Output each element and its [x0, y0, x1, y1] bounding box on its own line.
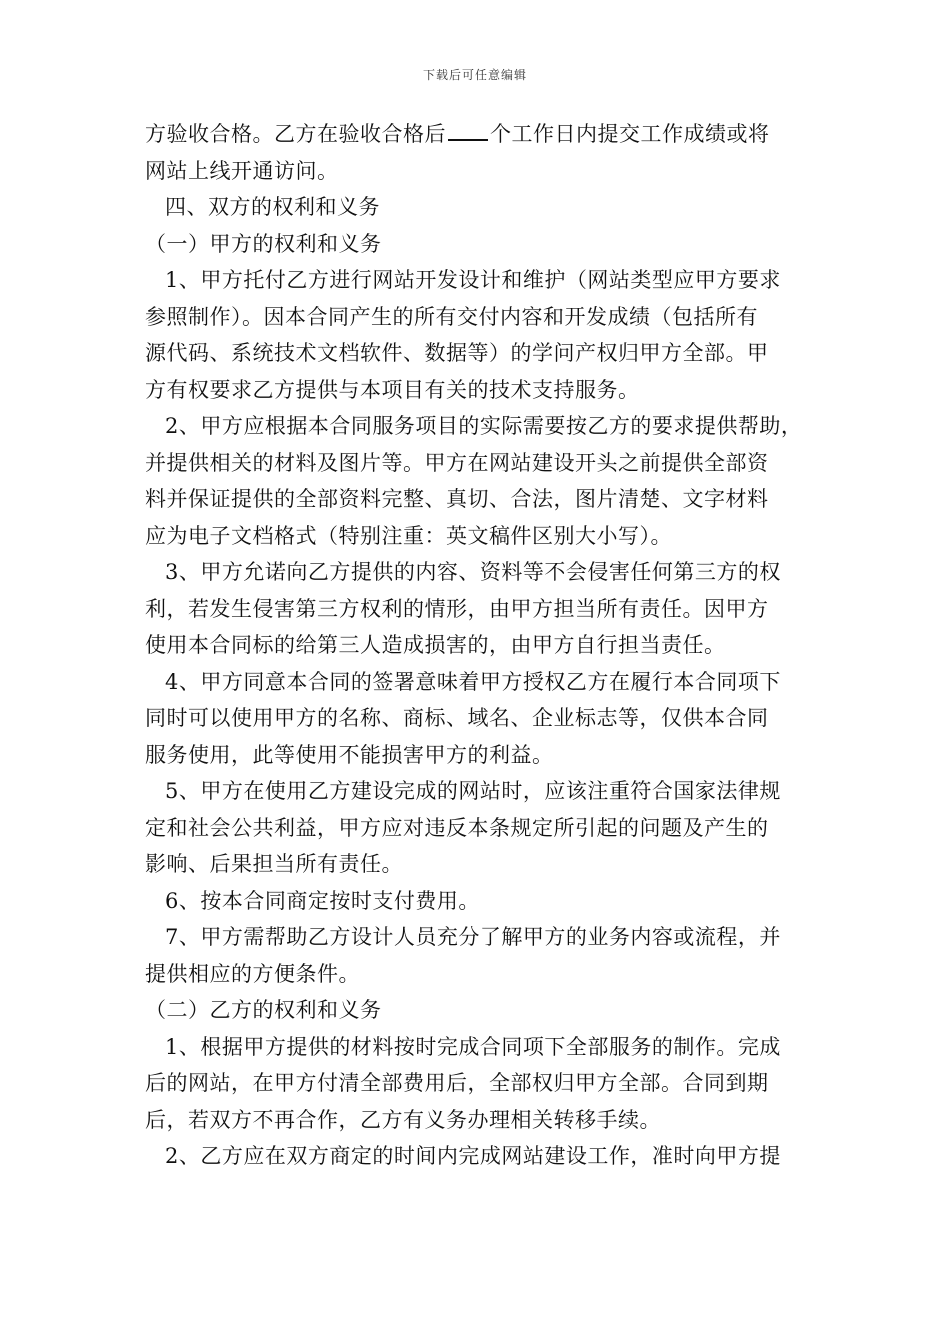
paragraph-line: 料并保证提供的全部资料完整、真切、合法，图片清楚、文字材料 [145, 487, 769, 511]
clause-line: 4、甲方同意本合同的签署意味着甲方授权乙方在履行本合同项下 [165, 669, 781, 694]
subsection-heading: （二）乙方的权利和义务 [145, 998, 382, 1022]
paragraph-line: 同时可以使用甲方的名称、商标、域名、企业标志等，仅供本合同 [145, 706, 769, 730]
fill-in-blank [448, 119, 488, 141]
paragraph-line: 影响、后果担当所有责任。 [145, 852, 403, 876]
clause-line: 3、甲方允诺向乙方提供的内容、资料等不会侵害任何第三方的权 [165, 560, 781, 584]
paragraph-line: 源代码、系统技术文档软件、数据等）的学问产权归甲方全部。甲 [145, 341, 769, 365]
paragraph-line: 参照制作）。因本合同产生的所有交付内容和开发成绩（包括所有 [145, 304, 758, 329]
paragraph-line: 后的网站，在甲方付清全部费用后，全部权归甲方全部。合同到期 [145, 1071, 769, 1095]
page-header: 下载后可任意编辑 [422, 68, 527, 82]
clause-line: 2、甲方应根据本合同服务项目的实际需要按乙方的要求提供帮助， [165, 414, 803, 438]
paragraph-line: 网站上线开通访问。 [145, 158, 339, 183]
clause-line: 2、乙方应在双方商定的时间内完成网站建设工作，准时向甲方提 [165, 1144, 781, 1168]
paragraph-line: 并提供相关的材料及图片等。甲方在网站建设开头之前提供全部资 [145, 450, 769, 475]
clause-line: 1、根据甲方提供的材料按时完成合同项下全部服务的制作。完成 [165, 1034, 781, 1059]
paragraph-line [145, 116, 815, 153]
paragraph-line: 方有权要求乙方提供与本项目有关的技术支持服务。 [145, 377, 640, 402]
paragraph-line: 定和社会公共利益，甲方应对违反本条规定所引起的问题及产生的 [145, 815, 769, 840]
paragraph-line: 应为电子文档格式（特别注重：英文稿件区别大小写）。 [145, 523, 672, 548]
document-body [145, 116, 815, 1175]
clause-line: 7、甲方需帮助乙方设计人员充分了解甲方的业务内容或流程，并 [165, 925, 781, 949]
paragraph-line: 提供相应的方便条件。 [145, 961, 360, 986]
section-heading: 四、双方的权利和义务 [165, 195, 380, 219]
line-text-before-blank: 方验收合格。乙方在验收合格后 [145, 122, 446, 146]
line-text-after-blank: 个工作日内提交工作成绩或将 [490, 122, 770, 146]
clause-line: 6、按本合同商定按时支付费用。 [165, 888, 480, 913]
paragraph-line: 使用本合同标的给第三人造成损害的，由甲方自行担当责任。 [145, 633, 726, 657]
paragraph-line: 利，若发生侵害第三方权利的情形，由甲方担当所有责任。因甲方 [145, 596, 769, 621]
paragraph-line: 后，若双方不再合作，乙方有义务办理相关转移手续。 [145, 1107, 661, 1132]
clause-line: 5、甲方在使用乙方建设完成的网站时，应该注重符合国家法律规 [165, 779, 781, 803]
paragraph-line: 服务使用，此等使用不能损害甲方的利益。 [145, 742, 554, 767]
clause-line: 1、甲方托付乙方进行网站开发设计和维护（网站类型应甲方要求 [165, 268, 781, 292]
subsection-heading: （一）甲方的权利和义务 [145, 231, 382, 256]
